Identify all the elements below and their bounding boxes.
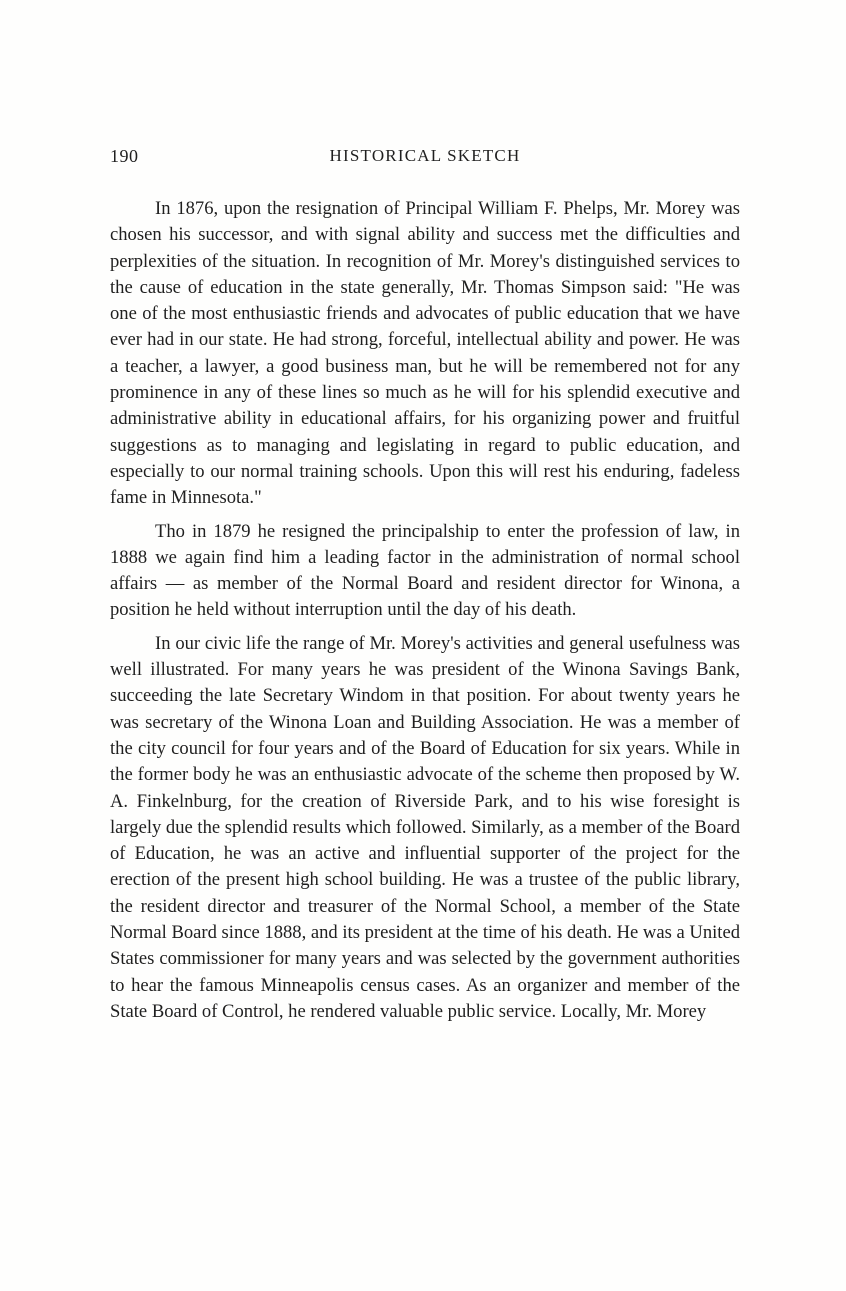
page-header	[110, 146, 740, 172]
paragraph-civic-life: In our civic life the range of Mr. Morey's activities and general usefulness was well illustrated. For many years he was president of the Winona Savings Bank, succeeding the late Secretary Windom in that position. For about twenty years he was secretary of the Winona Loan and Building Association. He was a member of the city council for four years and of the Board of Education for six years. While in the former body he was an enthusiastic advocate of the scheme then proposed by W. A. Finkelnburg, for the creation of Riverside Park, and to his wise foresight is largely due the splendid results which followed. Similarly, as a member of the Board of Education, he was an active and influential supporter of the project for the erection of the present high school building. He was a trustee of the public library, the resident director and treasurer of the Normal School, a member of the State Normal Board since 1888, and its president at the time of his death. He was a United States commissioner for many years and was selected by the government authorities to hear the famous Minneapolis census cases. As an organizer and member of the State Board of Control, he rendered valuable public service. Locally, Mr. Morey	[110, 632, 740, 1022]
running-head: HISTORICAL SKETCH	[329, 146, 521, 165]
paragraph-phelps-succession: In 1876, upon the resignation of Principal William F. Phelps, Mr. Morey was chosen his successor, and with signal ability and success met the difficulties and perplexities of the situation. In recognition of Mr. Morey's distinguished services to the cause of education in the state generally, Mr. Thomas Simpson said: "He was one of the most enthusiastic friends and advocates of public education that we have ever had in our state. He had strong, forceful, intellectual ability and power. He was a teacher, a lawyer, a good business man, but he will be remembered not for any prominence in any of these lines so much as he will for his splendid executive and administrative ability in educational affairs, for his organizing power and fruitful suggestions as to managing and legislating in regard to public education, and especially to our normal training schools. Upon this will rest his enduring, fadeless fame in Minnesota."	[110, 198, 740, 509]
paragraph-normal-board: Tho in 1879 he resigned the principalship to enter the profession of law, in 1888 we again find him a leading factor in the administration of normal school affairs — as member of the Normal Board and resident director for Winona, a position he held without interruption until the day of his death.	[110, 520, 740, 621]
page-number: 190	[110, 146, 139, 166]
body-text	[110, 196, 740, 1032]
